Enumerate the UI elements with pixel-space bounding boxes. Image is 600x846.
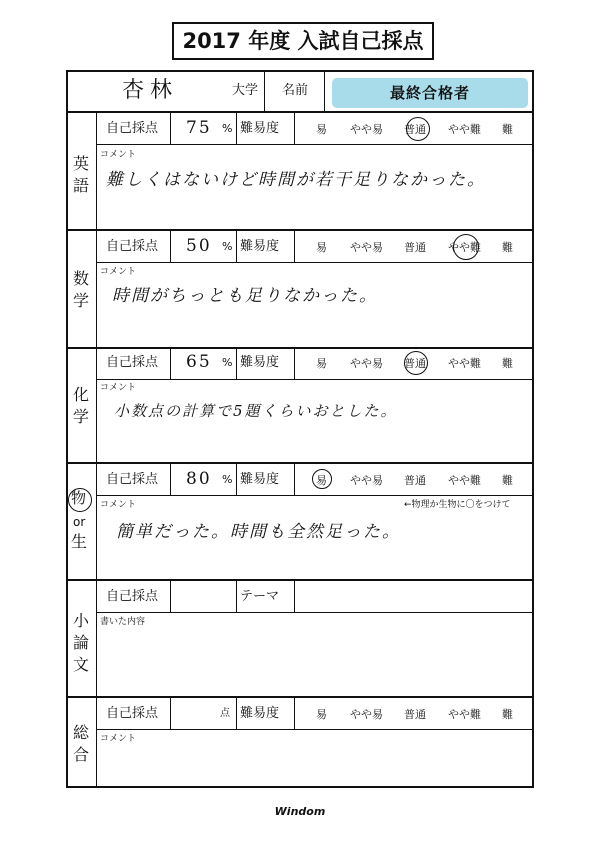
level-normal: 普通 [404,241,426,254]
level-somewhat-easy: やや易 [350,357,383,370]
level-hard: 難 [502,241,513,254]
level-hard: 難 [502,474,513,487]
selected-level-circle [404,351,428,375]
name-value: 最終合格者 [332,78,528,108]
subject-label: 化学 [72,385,89,426]
score-label: 自己採点 [106,472,159,487]
subject-label: 総合 [72,723,89,764]
score-label: 自己採点 [106,589,159,604]
footer-brand: Windom [274,805,326,818]
subject-label: 数学 [72,269,89,310]
comment-label: コメント [100,267,137,277]
percent-sign: % [222,122,233,135]
level-hard: 難 [502,357,513,370]
comment-text: 難しくはないけど時間が若干足りなかった。 [106,170,486,190]
score-value: 50 [186,236,212,256]
level-easy: 易 [316,123,327,136]
comment-label: コメント [100,383,137,393]
score-value: 80 [186,469,212,489]
score-label: 自己採点 [106,121,159,136]
written-content-label: 書いた内容 [100,617,146,627]
comment-label: コメント [100,500,137,510]
subject-label: 英語 [72,154,89,195]
level-somewhat-hard: やや難 [448,123,481,136]
score-label: 自己採点 [106,355,159,370]
comment-text: 簡単だった。時間も全然足った。 [116,522,401,542]
level-easy: 易 [316,474,327,487]
level-somewhat-hard: やや難 [448,241,481,254]
level-somewhat-hard: やや難 [448,474,481,487]
selected-level-circle [406,117,430,141]
difficulty-label: 難易度 [240,706,280,721]
page-title: 2017 年度 入試自己採点 [172,22,434,60]
score-value: 65 [186,352,212,372]
score-value: 75 [186,118,212,138]
difficulty-label: 難易度 [240,121,280,136]
level-somewhat-easy: やや易 [350,241,383,254]
subject-label: 小論文 [72,611,89,674]
difficulty-label: 難易度 [240,355,280,370]
subject-biology: 生 [71,532,88,551]
university-label: 大学 [232,83,259,98]
level-hard: 難 [502,708,513,721]
theme-label: テーマ [240,589,280,604]
score-label: 自己採点 [106,706,159,721]
level-easy: 易 [316,241,327,254]
level-normal: 普通 [404,474,426,487]
percent-sign: % [222,473,233,486]
level-somewhat-hard: やや難 [448,708,481,721]
point-unit: 点 [220,708,230,719]
level-easy: 易 [316,708,327,721]
percent-sign: % [222,356,233,369]
name-label: 名前 [282,83,309,98]
comment-label: コメント [100,734,137,744]
selected-level-circle [312,469,332,489]
score-label: 自己採点 [106,239,159,254]
university-name: 杏林 [122,78,179,103]
level-somewhat-easy: やや易 [350,123,383,136]
difficulty-label: 難易度 [240,472,280,487]
subject-note: ←物理か生物に〇をつけて [404,500,511,510]
percent-sign: % [222,240,233,253]
level-normal: 普通 [404,357,426,370]
comment-text: 小数点の計算で5題くらいおとした。 [114,402,398,420]
selected-level-circle [453,234,479,260]
level-hard: 難 [502,123,513,136]
comment-label: コメント [100,150,137,160]
level-easy: 易 [316,357,327,370]
level-normal: 普通 [404,123,426,136]
level-somewhat-easy: やや易 [350,708,383,721]
subject-or: or [73,515,86,529]
level-normal: 普通 [404,708,426,721]
level-somewhat-hard: やや難 [448,357,481,370]
comment-text: 時間がちっとも足りなかった。 [112,286,378,306]
difficulty-label: 難易度 [240,239,280,254]
subject-physics: 物 [71,489,87,507]
level-somewhat-easy: やや易 [350,474,383,487]
